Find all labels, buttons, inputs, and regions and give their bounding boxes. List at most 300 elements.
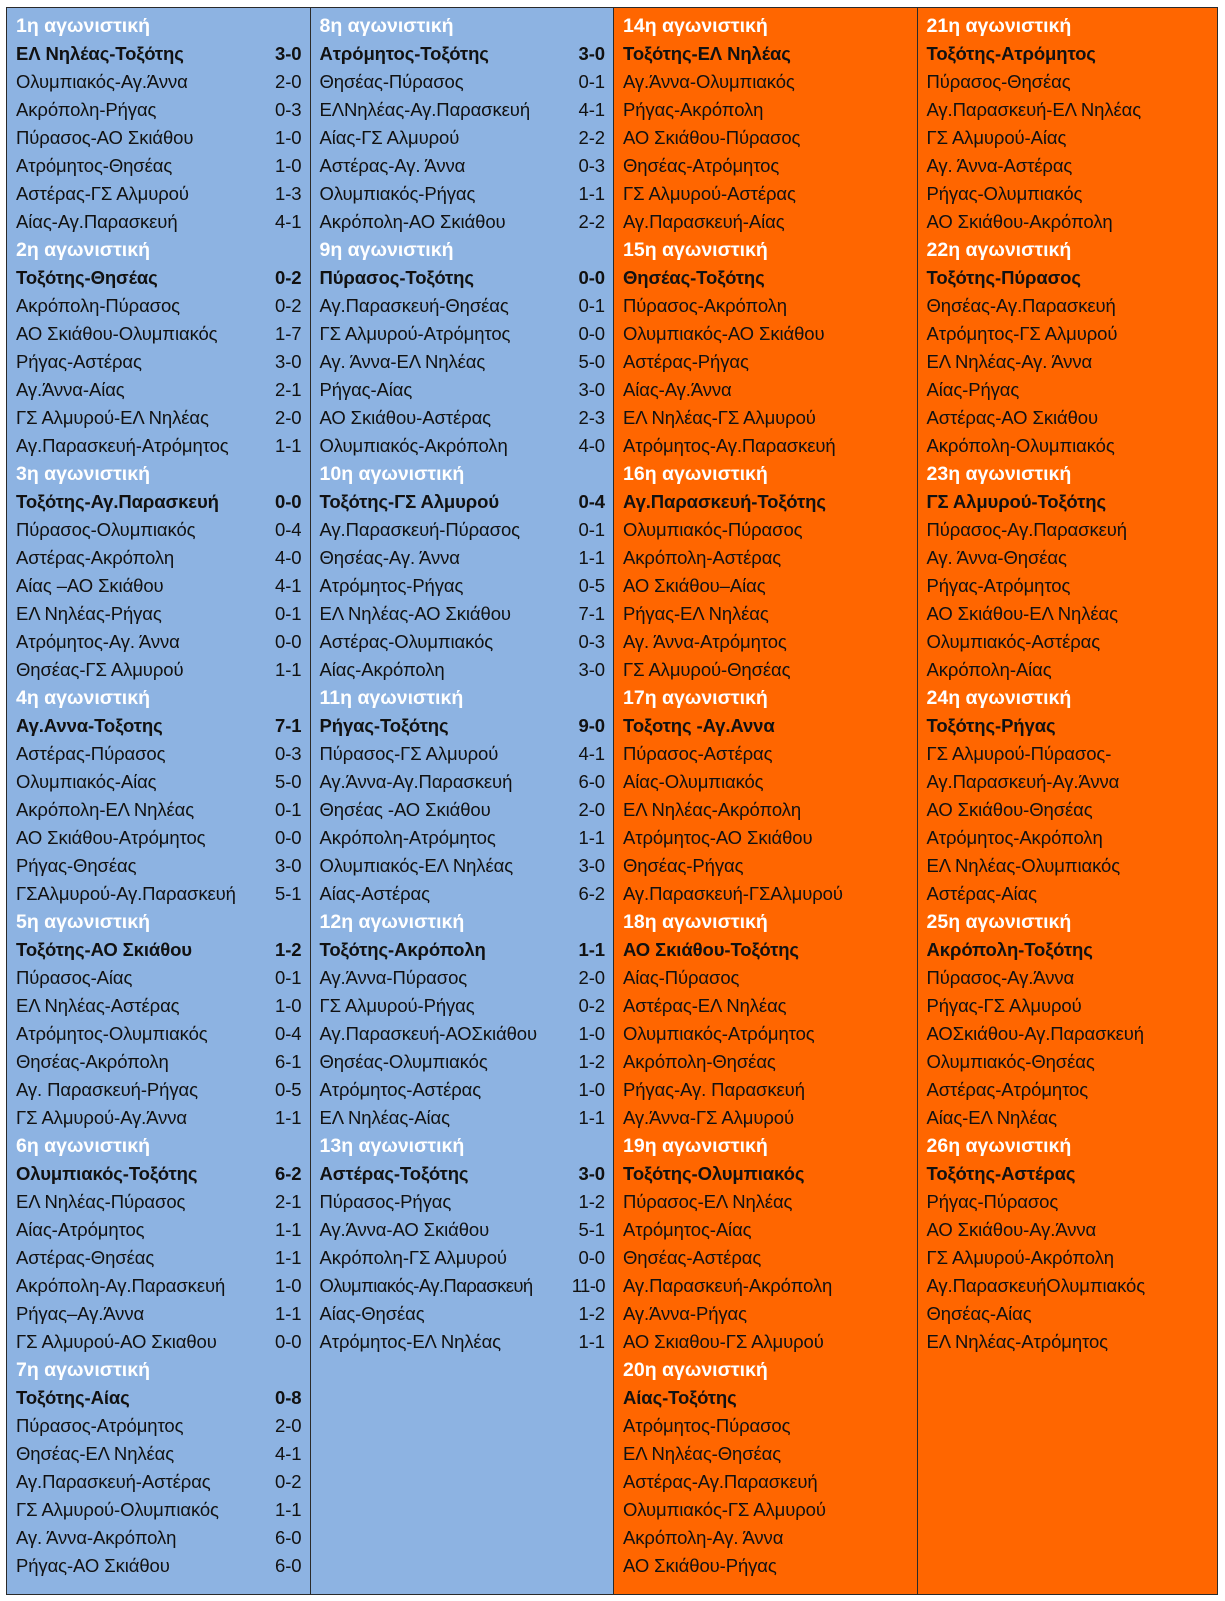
- match-teams: Ατρόμητος-Ρήγας: [319, 575, 464, 596]
- featured-match-row: [918, 488, 1218, 516]
- round-title: 12η αγωνιστική: [319, 911, 465, 933]
- round-block: [614, 1356, 917, 1580]
- match-teams: Αγ.Παρασκευή-Αστέρας: [16, 1471, 211, 1492]
- match-teams: Ολυμπιακός-Πύρασος: [623, 519, 803, 540]
- match-teams: Ατρόμητος-ΕΛ Νηλέας: [319, 1331, 501, 1352]
- match-score: 6-0: [578, 771, 605, 792]
- match-score: 11-0: [571, 1275, 605, 1296]
- match-row: [311, 656, 614, 684]
- round-block: [7, 236, 310, 460]
- match-teams: ΕΛ Νηλέας-Πύρασος: [16, 1191, 186, 1212]
- featured-match-row: [311, 936, 614, 964]
- match-row: [918, 68, 1218, 96]
- round-block: [614, 236, 917, 460]
- match-teams: Θησέας -ΑΟ Σκιάθου: [319, 799, 491, 820]
- match-teams: Αγ. Άννα-Θησέας: [926, 547, 1067, 568]
- match-row: [311, 600, 614, 628]
- featured-match-row: [614, 40, 917, 68]
- match-row: [918, 292, 1218, 320]
- match-row: [7, 1552, 310, 1580]
- match-score: 1-3: [275, 183, 302, 204]
- match-row: [918, 96, 1218, 124]
- match-row: [311, 1020, 614, 1048]
- match-teams: Τοξότης-Ρήγας: [926, 715, 1056, 736]
- match-row: [614, 544, 917, 572]
- match-teams: Τοξότης-Ολυμπιακός: [623, 1163, 805, 1184]
- match-score: 1-1: [275, 1107, 302, 1128]
- match-score: 1-7: [275, 323, 302, 344]
- round-title: 14η αγωνιστική: [623, 15, 768, 37]
- match-score: 0-2: [275, 267, 302, 288]
- match-teams: ΑΟ Σκιάθου-Ατρόμητος: [16, 827, 206, 848]
- match-teams: Αγ.Παρασκευή-Ακρόπολη: [623, 1275, 833, 1296]
- match-row: [311, 1328, 614, 1356]
- match-teams: Ατρόμητος-Τοξότης: [319, 43, 489, 64]
- match-score: 2-3: [578, 407, 605, 428]
- match-score: 0-3: [578, 631, 605, 652]
- match-row: [7, 740, 310, 768]
- match-row: [311, 852, 614, 880]
- match-score: 4-1: [275, 575, 302, 596]
- match-teams: Αστέρας-Ολυμπιακός: [319, 631, 494, 652]
- match-row: [918, 516, 1218, 544]
- featured-match-row: [614, 936, 917, 964]
- match-score: 6-0: [275, 1527, 302, 1548]
- match-teams: Αστέρας-Ρήγας: [623, 351, 749, 372]
- match-score: 1-2: [578, 1191, 605, 1212]
- match-teams: Αγ.Άννα-ΓΣ Αλμυρού: [623, 1107, 795, 1128]
- match-teams: Τοξότης-ΑΟ Σκιάθου: [16, 939, 192, 960]
- match-teams: Θησέας-ΓΣ Αλμυρού: [16, 659, 184, 680]
- match-teams: Αίας-ΓΣ Αλμυρού: [319, 127, 460, 148]
- column-4: [918, 8, 1218, 1594]
- match-teams: Αστέρας-Πύρασος: [16, 743, 166, 764]
- match-row: [7, 768, 310, 796]
- match-row: [918, 572, 1218, 600]
- round-block: [614, 684, 917, 908]
- match-row: [614, 516, 917, 544]
- match-row: [7, 68, 310, 96]
- match-row: [918, 152, 1218, 180]
- match-row: [918, 600, 1218, 628]
- match-row: [7, 1188, 310, 1216]
- featured-match-row: [614, 1160, 917, 1188]
- match-score: 0-1: [275, 967, 302, 988]
- match-row: [7, 1076, 310, 1104]
- match-teams: Πύρασος-Αστέρας: [623, 743, 773, 764]
- match-teams: Ρήγας-Αίας: [319, 379, 413, 400]
- match-teams: Αστέρας-Αγ.Παρασκευή: [623, 1471, 818, 1492]
- match-teams: ΓΣΑλμυρού-Αγ.Παρασκευή: [16, 883, 236, 904]
- match-score: 6-1: [275, 1051, 302, 1072]
- match-teams: Ρήγας-ΓΣ Αλμυρού: [926, 995, 1082, 1016]
- match-score: 0-1: [578, 295, 605, 316]
- match-row: [918, 1048, 1218, 1076]
- match-teams: Αίας-Αστέρας: [319, 883, 430, 904]
- match-row: [614, 852, 917, 880]
- match-teams: ΕΛ Νηλέας-Ρήγας: [16, 603, 162, 624]
- match-score: 2-0: [578, 799, 605, 820]
- match-teams: Πύρασος-Ολυμπιακός: [16, 519, 196, 540]
- match-row: [614, 1496, 917, 1524]
- featured-match-row: [311, 40, 614, 68]
- match-teams: Ρήγας-ΕΛ Νηλέας: [623, 603, 769, 624]
- round-block: [614, 12, 917, 236]
- featured-match-row: [311, 264, 614, 292]
- match-score: 1-1: [578, 183, 605, 204]
- match-row: [7, 1300, 310, 1328]
- match-score: 1-1: [275, 1219, 302, 1240]
- match-teams: Αγ.Άννα-ΑΟ Σκιάθου: [319, 1219, 490, 1240]
- match-row: [311, 404, 614, 432]
- match-score: 4-0: [275, 547, 302, 568]
- match-teams: Ατρόμητος-Αστέρας: [319, 1079, 482, 1100]
- match-row: [614, 1244, 917, 1272]
- match-score: 3-0: [578, 379, 605, 400]
- match-row: [311, 1300, 614, 1328]
- match-teams: ΓΣ Αλμυρού-ΕΛ Νηλέας: [16, 407, 209, 428]
- match-teams: Ατρόμητος-Αγ.Παρασκευή: [623, 435, 836, 456]
- match-score: 6-2: [578, 883, 605, 904]
- match-row: [7, 152, 310, 180]
- match-row: [614, 572, 917, 600]
- match-row: [614, 880, 917, 908]
- match-score: 6-0: [275, 1555, 302, 1576]
- match-score: 7-1: [578, 603, 605, 624]
- match-teams: ΓΣ Αλμυρού-Θησέας: [623, 659, 791, 680]
- match-teams: Αγ. Άννα-ΕΛ Νηλέας: [319, 351, 486, 372]
- match-row: [7, 348, 310, 376]
- match-row: [7, 544, 310, 572]
- match-score: 6-2: [275, 1163, 302, 1184]
- match-row: [918, 628, 1218, 656]
- match-score: 1-1: [275, 1499, 302, 1520]
- round-block: [918, 12, 1218, 236]
- match-teams: Πύρασος-Τοξότης: [319, 267, 474, 288]
- match-teams: ΓΣ Αλμυρού-ΑΟ Σκιαθου: [16, 1331, 217, 1352]
- match-teams: Ατρόμητος-Ολυμπιακός: [16, 1023, 208, 1044]
- match-row: [7, 628, 310, 656]
- match-score: 0-3: [275, 743, 302, 764]
- match-score: 2-0: [275, 1415, 302, 1436]
- match-row: [918, 180, 1218, 208]
- match-row: [7, 1244, 310, 1272]
- match-teams: Αγ.Άννα-Αίας: [16, 379, 125, 400]
- match-teams: Αίας –ΑΟ Σκιάθου: [16, 575, 164, 596]
- match-teams: Αστέρας-Θησέας: [16, 1247, 155, 1268]
- match-row: [311, 824, 614, 852]
- match-score: 1-2: [275, 939, 302, 960]
- round-block: [311, 12, 614, 236]
- featured-match-row: [7, 264, 310, 292]
- round-block: [918, 1132, 1218, 1356]
- match-row: [614, 796, 917, 824]
- match-teams: Αγ.Άννα-Πύρασος: [319, 967, 468, 988]
- round-title: 20η αγωνιστική: [623, 1359, 768, 1381]
- match-row: [7, 432, 310, 460]
- match-score: 0-1: [578, 519, 605, 540]
- match-teams: Αγ. Άννα-Ακρόπολη: [16, 1527, 177, 1548]
- match-teams: Πύρασος-Θησέας: [926, 71, 1071, 92]
- round-block: [614, 460, 917, 684]
- match-row: [614, 124, 917, 152]
- match-teams: Ρήγας–Αγ.Άννα: [16, 1303, 145, 1324]
- match-row: [614, 1440, 917, 1468]
- round-block: [7, 684, 310, 908]
- match-teams: Ολυμπιακός-Αγ.Άννα: [16, 71, 188, 92]
- match-row: [7, 796, 310, 824]
- round-title: 13η αγωνιστική: [319, 1135, 465, 1157]
- match-teams: Αστέρας-Τοξότης: [319, 1163, 469, 1184]
- match-teams: Ακρόπολη-Θησέας: [623, 1051, 776, 1072]
- match-row: [311, 992, 614, 1020]
- match-teams: Ολυμπιακός-ΑΟ Σκιάθου: [623, 323, 825, 344]
- match-score: 0-4: [578, 491, 605, 512]
- match-teams: Ακρόπολη-Ατρόμητος: [319, 827, 496, 848]
- featured-match-row: [311, 1160, 614, 1188]
- match-score: 5-0: [275, 771, 302, 792]
- match-teams: Ατρόμητος-Ακρόπολη: [926, 827, 1103, 848]
- match-teams: Αίας-Ατρόμητος: [16, 1219, 145, 1240]
- match-teams: ΑΟ Σκιάθου-Τοξότης: [623, 939, 799, 960]
- match-row: [7, 1496, 310, 1524]
- match-row: [614, 656, 917, 684]
- match-teams: Τοξότης-Αστέρας: [926, 1163, 1076, 1184]
- match-teams: Θησέας-Ακρόπολη: [16, 1051, 169, 1072]
- match-teams: Ατρόμητος-ΓΣ Αλμυρού: [926, 323, 1118, 344]
- fixtures-table: [6, 7, 1218, 1595]
- match-score: 0-8: [275, 1387, 302, 1408]
- round-block: [7, 460, 310, 684]
- match-teams: Θησέας-Ρήγας: [623, 855, 744, 876]
- match-row: [614, 824, 917, 852]
- match-row: [918, 432, 1218, 460]
- match-teams: Αίας-Ρήγας: [926, 379, 1020, 400]
- match-score: 1-0: [275, 1275, 302, 1296]
- match-teams: Ατρόμητος-Αγ. Άννα: [16, 631, 180, 652]
- match-teams: ΕΛ Νηλέας-Ολυμπιακός: [926, 855, 1121, 876]
- match-score: 1-0: [578, 1023, 605, 1044]
- match-teams: Πύρασος-ΕΛ Νηλέας: [623, 1191, 793, 1212]
- match-teams: Ρήγας-Τοξότης: [319, 715, 449, 736]
- match-teams: Τοξοτης -Αγ.Αννα: [623, 715, 775, 736]
- match-row: [614, 1104, 917, 1132]
- match-teams: Αστέρας-Ακρόπολη: [16, 547, 175, 568]
- match-row: [614, 628, 917, 656]
- match-score: 4-1: [275, 1443, 302, 1464]
- match-row: [918, 1328, 1218, 1356]
- match-teams: Αστέρας-Αγ. Άννα: [319, 155, 466, 176]
- match-teams: ΑΟ Σκιαθου-ΓΣ Αλμυρού: [623, 1331, 824, 1352]
- match-score: 1-0: [275, 155, 302, 176]
- match-teams: Ολυμπιακός-Θησέας: [926, 1051, 1095, 1072]
- match-score: 0-0: [275, 631, 302, 652]
- match-teams: Θησέας-Τοξότης: [623, 267, 765, 288]
- match-score: 1-1: [275, 1247, 302, 1268]
- match-teams: Ατρόμητος-ΑΟ Σκιάθου: [623, 827, 813, 848]
- round-block: [311, 236, 614, 460]
- match-score: 3-0: [578, 855, 605, 876]
- match-row: [7, 852, 310, 880]
- round-title: 11η αγωνιστική: [319, 687, 464, 709]
- match-score: 1-1: [578, 827, 605, 848]
- match-teams: Τοξότης-Πύρασος: [926, 267, 1081, 288]
- match-teams: ΕΛΝηλέας-Αγ.Παρασκευή: [319, 99, 531, 120]
- match-row: [311, 320, 614, 348]
- match-row: [614, 68, 917, 96]
- match-score: 3-0: [578, 1163, 605, 1184]
- match-teams: Αγ.Αννα-Τοξοτης: [16, 715, 163, 736]
- round-title: 4η αγωνιστική: [16, 687, 150, 709]
- round-title: 17η αγωνιστική: [623, 687, 768, 709]
- match-row: [311, 208, 614, 236]
- round-title: 22η αγωνιστική: [926, 239, 1072, 261]
- match-row: [7, 824, 310, 852]
- match-score: 0-1: [578, 71, 605, 92]
- match-teams: Ακρόπολη-ΑΟ Σκιάθου: [319, 211, 506, 232]
- match-teams: Αίας-Τοξότης: [623, 1387, 737, 1408]
- match-row: [7, 292, 310, 320]
- match-teams: ΑΟ Σκιάθου-ΕΛ Νηλέας: [926, 603, 1118, 624]
- match-row: [7, 180, 310, 208]
- match-teams: Αγ. Παρασκευή-Ρήγας: [16, 1079, 198, 1100]
- match-teams: ΓΣ Αλμυρού-Αστέρας: [623, 183, 796, 204]
- match-teams: ΓΣ Αλμυρού-Τοξότης: [926, 491, 1106, 512]
- match-teams: Πύρασος-ΓΣ Αλμυρού: [319, 743, 499, 764]
- match-score: 2-0: [275, 407, 302, 428]
- match-row: [918, 320, 1218, 348]
- match-row: [311, 124, 614, 152]
- match-row: [614, 1412, 917, 1440]
- match-row: [918, 1244, 1218, 1272]
- match-teams: ΑΟ Σκιάθου–Αίας: [623, 575, 766, 596]
- match-row: [918, 740, 1218, 768]
- match-row: [311, 376, 614, 404]
- match-row: [918, 1020, 1218, 1048]
- featured-match-row: [311, 488, 614, 516]
- match-teams: Αγ.Άννα-Ρήγας: [623, 1303, 747, 1324]
- match-teams: ΕΛ Νηλέας-Ατρόμητος: [926, 1331, 1108, 1352]
- match-row: [311, 796, 614, 824]
- round-title: 5η αγωνιστική: [16, 911, 150, 933]
- match-score: 1-1: [578, 1331, 605, 1352]
- round-title: 24η αγωνιστική: [926, 687, 1072, 709]
- match-row: [7, 1468, 310, 1496]
- match-row: [918, 124, 1218, 152]
- match-teams: Πύρασος-ΑΟ Σκιάθου: [16, 127, 194, 148]
- round-title: 1η αγωνιστική: [16, 15, 150, 37]
- match-teams: Ακρόπολη-Ρήγας: [16, 99, 157, 120]
- match-row: [918, 1272, 1218, 1300]
- round-block: [311, 684, 614, 908]
- match-score: 2-1: [275, 1191, 302, 1212]
- match-score: 5-1: [578, 1219, 605, 1240]
- match-score: 3-0: [578, 659, 605, 680]
- match-teams: Ακρόπολη-ΕΛ Νηλέας: [16, 799, 195, 820]
- match-score: 0-4: [275, 519, 302, 540]
- match-row: [311, 96, 614, 124]
- match-row: [614, 1020, 917, 1048]
- match-row: [614, 768, 917, 796]
- match-row: [614, 1188, 917, 1216]
- match-teams: Τοξότης-ΕΛ Νηλέας: [623, 43, 791, 64]
- round-block: [7, 1132, 310, 1356]
- match-score: 0-2: [275, 1471, 302, 1492]
- match-row: [918, 1216, 1218, 1244]
- match-row: [7, 880, 310, 908]
- match-row: [311, 292, 614, 320]
- match-row: [614, 1076, 917, 1104]
- match-teams: Θησέας-Αίας: [926, 1303, 1032, 1324]
- match-teams: Ακρόπολη-Αίας: [926, 659, 1052, 680]
- match-teams: Τοξότης-Ακρόπολη: [319, 939, 486, 960]
- match-teams: Τοξότης-Ατρόμητος: [926, 43, 1096, 64]
- match-teams: Ρήγας-Ατρόμητος: [926, 575, 1071, 596]
- match-row: [7, 376, 310, 404]
- match-teams: Ρήγας-Πύρασος: [926, 1191, 1059, 1212]
- round-block: [918, 236, 1218, 460]
- match-teams: Ρήγας-Θησέας: [16, 855, 137, 876]
- match-row: [614, 1468, 917, 1496]
- match-teams: Αίας-Ολυμπιακός: [623, 771, 764, 792]
- match-row: [311, 348, 614, 376]
- match-row: [918, 544, 1218, 572]
- match-teams: Αγ.Παρασκευή-ΑΟΣκιάθου: [319, 1023, 537, 1044]
- match-teams: Θησέας-Αστέρας: [623, 1247, 762, 1268]
- match-teams: ΓΣ Αλμυρού-Αίας: [926, 127, 1067, 148]
- round-block: [918, 460, 1218, 684]
- match-teams: ΓΣ Αλμυρού-Ολυμπιακός: [16, 1499, 219, 1520]
- match-teams: Ρήγας-Ολυμπιακός: [926, 183, 1083, 204]
- match-score: 5-0: [578, 351, 605, 372]
- match-row: [614, 600, 917, 628]
- round-block: [311, 460, 614, 684]
- column-1: [7, 8, 311, 1594]
- round-title: 25η αγωνιστική: [926, 911, 1072, 933]
- match-row: [311, 1272, 614, 1300]
- match-score: 1-2: [578, 1303, 605, 1324]
- match-score: 1-2: [578, 1051, 605, 1072]
- match-score: 0-0: [275, 491, 302, 512]
- featured-match-row: [918, 40, 1218, 68]
- match-score: 0-0: [275, 1331, 302, 1352]
- match-teams: ΑΟ Σκιάθου-Αγ.Άννα: [926, 1219, 1097, 1240]
- match-teams: Αγ.Παρασκευή-ΕΛ Νηλέας: [926, 99, 1142, 120]
- match-teams: ΕΛ Νηλέας-Αγ. Άννα: [926, 351, 1093, 372]
- match-row: [311, 152, 614, 180]
- match-teams: ΑΟ Σκιάθου-Θησέας: [926, 799, 1093, 820]
- round-title: 7η αγωνιστική: [16, 1359, 150, 1381]
- match-row: [614, 432, 917, 460]
- match-row: [7, 1524, 310, 1552]
- round-block: [918, 908, 1218, 1132]
- match-row: [918, 656, 1218, 684]
- featured-match-row: [918, 264, 1218, 292]
- round-title: 3η αγωνιστική: [16, 463, 150, 485]
- match-teams: Αίας-Αγ.Άννα: [623, 379, 732, 400]
- round-block: [7, 1356, 310, 1580]
- match-row: [614, 180, 917, 208]
- featured-match-row: [7, 488, 310, 516]
- match-score: 2-0: [578, 967, 605, 988]
- match-teams: Αστέρας-Ατρόμητος: [926, 1079, 1089, 1100]
- match-row: [7, 1104, 310, 1132]
- match-teams: Ατρόμητος-Αίας: [623, 1219, 752, 1240]
- match-teams: Πύρασος-Ακρόπολη: [623, 295, 787, 316]
- round-title: 9η αγωνιστική: [319, 239, 454, 261]
- match-row: [7, 404, 310, 432]
- match-teams: Ολυμπιακός-Τοξότης: [16, 1163, 198, 1184]
